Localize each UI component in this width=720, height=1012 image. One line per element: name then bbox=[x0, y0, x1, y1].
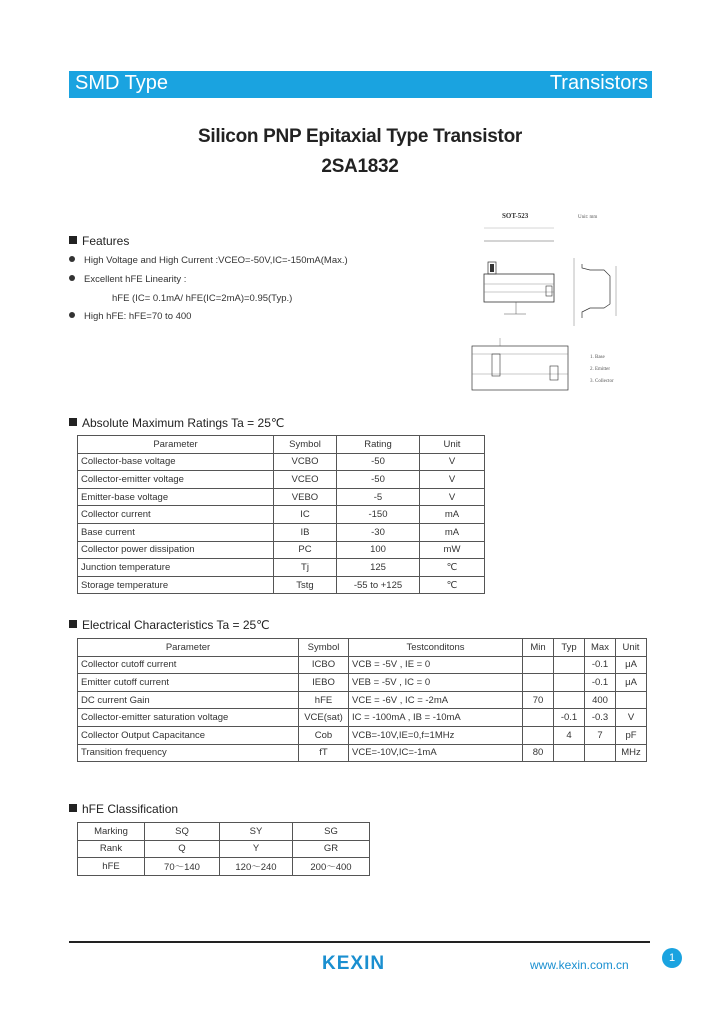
table-cell: ℃ bbox=[420, 559, 485, 577]
table-cell: pF bbox=[616, 726, 647, 744]
table-header-cell: Parameter bbox=[78, 436, 274, 454]
table-cell: -50 bbox=[337, 453, 420, 471]
table-cell: Tstg bbox=[274, 576, 337, 594]
table-cell: VCE(sat) bbox=[299, 709, 349, 727]
table-cell: Collector-base voltage bbox=[78, 453, 274, 471]
table-cell: Collector power dissipation bbox=[78, 541, 274, 559]
table-cell: MHz bbox=[616, 744, 647, 762]
table-cell: VCE=-10V,IC=-1mA bbox=[349, 744, 523, 762]
table-cell: IEBO bbox=[299, 674, 349, 692]
table-cell: Emitter cutoff current bbox=[78, 674, 299, 692]
table-cell: 200～400 bbox=[293, 858, 370, 876]
table-cell bbox=[523, 726, 554, 744]
table-cell: Marking bbox=[78, 823, 145, 841]
table-cell: GR bbox=[293, 840, 370, 858]
table-row bbox=[78, 744, 647, 762]
table-cell bbox=[554, 744, 585, 762]
table-cell: VEB = -5V , IC = 0 bbox=[349, 674, 523, 692]
footer-divider bbox=[69, 941, 650, 943]
table-cell: V bbox=[420, 488, 485, 506]
table-cell: -150 bbox=[337, 506, 420, 524]
table-cell: fT bbox=[299, 744, 349, 762]
table-row bbox=[78, 674, 647, 692]
table-cell: Cob bbox=[299, 726, 349, 744]
bullet-dot-icon bbox=[69, 256, 75, 262]
table-cell: 125 bbox=[337, 559, 420, 577]
table-cell: Collector-emitter saturation voltage bbox=[78, 709, 299, 727]
bullet-square-icon bbox=[69, 236, 77, 244]
table-cell: Collector-emitter voltage bbox=[78, 471, 274, 489]
table-cell: Transition frequency bbox=[78, 744, 299, 762]
table-cell bbox=[523, 674, 554, 692]
elec-char-heading: Electrical Characteristics Ta = 25℃ bbox=[69, 618, 270, 632]
table-row bbox=[78, 506, 485, 524]
table-header-cell: Symbol bbox=[274, 436, 337, 454]
unit-label: Unit: mm bbox=[578, 215, 598, 220]
table-row bbox=[78, 541, 485, 559]
table-cell: hFE bbox=[299, 691, 349, 709]
table-cell: 80 bbox=[523, 744, 554, 762]
table-cell: Collector current bbox=[78, 506, 274, 524]
table-cell: DC current Gain bbox=[78, 691, 299, 709]
table-cell: hFE bbox=[78, 858, 145, 876]
hfe-class-table bbox=[77, 822, 370, 876]
package-outline-diagram bbox=[470, 206, 642, 396]
table-header-cell: Rating bbox=[337, 436, 420, 454]
table-row bbox=[78, 656, 647, 674]
table-cell: V bbox=[616, 709, 647, 727]
table-row bbox=[78, 691, 647, 709]
table-cell bbox=[554, 674, 585, 692]
part-number: 2SA1832 bbox=[321, 156, 399, 177]
table-cell: VCB = -5V , IE = 0 bbox=[349, 656, 523, 674]
table-cell: Emitter-base voltage bbox=[78, 488, 274, 506]
table-header-cell: Unit bbox=[616, 639, 647, 657]
feature-item: hFE (IC= 0.1mA/ hFE(IC=2mA)=0.95(Typ.) bbox=[112, 293, 293, 304]
table-cell: VCEO bbox=[274, 471, 337, 489]
table-cell: SQ bbox=[145, 823, 220, 841]
table-cell: -0.1 bbox=[554, 709, 585, 727]
document-title: Silicon PNP Epitaxial Type Transistor bbox=[198, 126, 522, 147]
table-cell: Storage temperature bbox=[78, 576, 274, 594]
feature-item: Excellent hFE Linearity : bbox=[69, 274, 186, 285]
table-cell: IC bbox=[274, 506, 337, 524]
table-cell: -30 bbox=[337, 523, 420, 541]
feature-item: High hFE: hFE=70 to 400 bbox=[69, 311, 191, 322]
table-row bbox=[78, 576, 485, 594]
table-cell: Tj bbox=[274, 559, 337, 577]
table-cell bbox=[616, 691, 647, 709]
table-cell bbox=[554, 691, 585, 709]
pin-label: 3. Collector bbox=[590, 379, 614, 384]
table-cell: 4 bbox=[554, 726, 585, 744]
table-cell: Q bbox=[145, 840, 220, 858]
table-cell: 70～140 bbox=[145, 858, 220, 876]
header-product-type: Transistors bbox=[549, 72, 648, 94]
table-cell: VCE = -6V , IC = -2mA bbox=[349, 691, 523, 709]
table-cell: mW bbox=[420, 541, 485, 559]
website-link[interactable]: www.kexin.com.cn bbox=[530, 958, 629, 972]
table-row bbox=[78, 488, 485, 506]
table-cell: VEBO bbox=[274, 488, 337, 506]
table-header-cell: Max bbox=[585, 639, 616, 657]
table-cell: V bbox=[420, 453, 485, 471]
table-cell: -50 bbox=[337, 471, 420, 489]
bullet-dot-icon bbox=[69, 275, 75, 281]
table-cell: -5 bbox=[337, 488, 420, 506]
page-number-badge: 1 bbox=[662, 948, 682, 968]
table-cell bbox=[523, 709, 554, 727]
table-row bbox=[78, 726, 647, 744]
table-cell: Rank bbox=[78, 840, 145, 858]
table-cell: VCBO bbox=[274, 453, 337, 471]
abs-max-table bbox=[77, 435, 485, 594]
bullet-dot-icon bbox=[69, 312, 75, 318]
table-cell: Collector Output Capacitance bbox=[78, 726, 299, 744]
table-cell: mA bbox=[420, 523, 485, 541]
table-cell: VCB=-10V,IE=0,f=1MHz bbox=[349, 726, 523, 744]
table-cell: -55 to +125 bbox=[337, 576, 420, 594]
table-cell bbox=[554, 656, 585, 674]
pin-label: 1. Base bbox=[590, 355, 605, 360]
table-header-cell: Typ bbox=[554, 639, 585, 657]
table-cell bbox=[585, 744, 616, 762]
table-cell: 70 bbox=[523, 691, 554, 709]
table-row bbox=[78, 840, 370, 858]
bullet-square-icon bbox=[69, 804, 77, 812]
table-cell: SG bbox=[293, 823, 370, 841]
table-cell: 400 bbox=[585, 691, 616, 709]
table-cell: Junction temperature bbox=[78, 559, 274, 577]
feature-item: High Voltage and High Current :VCEO=-50V,IC=-150mA(Max.) bbox=[69, 255, 348, 266]
bullet-square-icon bbox=[69, 620, 77, 628]
table-row bbox=[78, 453, 485, 471]
table-cell: 100 bbox=[337, 541, 420, 559]
table-header-cell: Testconditons bbox=[349, 639, 523, 657]
table-cell: SY bbox=[220, 823, 293, 841]
table-cell: V bbox=[420, 471, 485, 489]
hfe-class-heading: hFE Classification bbox=[69, 802, 178, 816]
table-cell: ℃ bbox=[420, 576, 485, 594]
table-cell: Base current bbox=[78, 523, 274, 541]
table-cell: mA bbox=[420, 506, 485, 524]
package-name: SOT-523 bbox=[502, 212, 529, 220]
table-cell: PC bbox=[274, 541, 337, 559]
table-cell: -0.3 bbox=[585, 709, 616, 727]
table-cell: IC = -100mA , IB = -10mA bbox=[349, 709, 523, 727]
kexin-logo: KEXIN bbox=[322, 953, 386, 974]
table-cell: Collector cutoff current bbox=[78, 656, 299, 674]
table-cell: 7 bbox=[585, 726, 616, 744]
features-heading: Features bbox=[69, 234, 129, 248]
table-cell: Y bbox=[220, 840, 293, 858]
pin-label: 2. Emitter bbox=[590, 367, 610, 372]
table-cell: -0.1 bbox=[585, 674, 616, 692]
table-header-cell: Min bbox=[523, 639, 554, 657]
table-header-cell: Parameter bbox=[78, 639, 299, 657]
table-cell bbox=[523, 656, 554, 674]
bullet-square-icon bbox=[69, 418, 77, 426]
elec-char-table bbox=[77, 638, 647, 762]
table-row bbox=[78, 823, 370, 841]
table-cell: 120～240 bbox=[220, 858, 293, 876]
table-row bbox=[78, 559, 485, 577]
table-row bbox=[78, 858, 370, 876]
table-row bbox=[78, 471, 485, 489]
header-category: SMD Type bbox=[75, 72, 168, 94]
table-cell: IB bbox=[274, 523, 337, 541]
table-cell: -0.1 bbox=[585, 656, 616, 674]
header-bar bbox=[69, 71, 652, 98]
table-row bbox=[78, 709, 647, 727]
table-cell: μA bbox=[616, 656, 647, 674]
table-cell: ICBO bbox=[299, 656, 349, 674]
table-header-cell: Symbol bbox=[299, 639, 349, 657]
abs-max-heading: Absolute Maximum Ratings Ta = 25℃ bbox=[69, 416, 284, 430]
table-header-cell: Unit bbox=[420, 436, 485, 454]
table-header-row bbox=[78, 639, 647, 657]
table-header-row bbox=[78, 436, 485, 454]
table-row bbox=[78, 523, 485, 541]
table-cell: μA bbox=[616, 674, 647, 692]
